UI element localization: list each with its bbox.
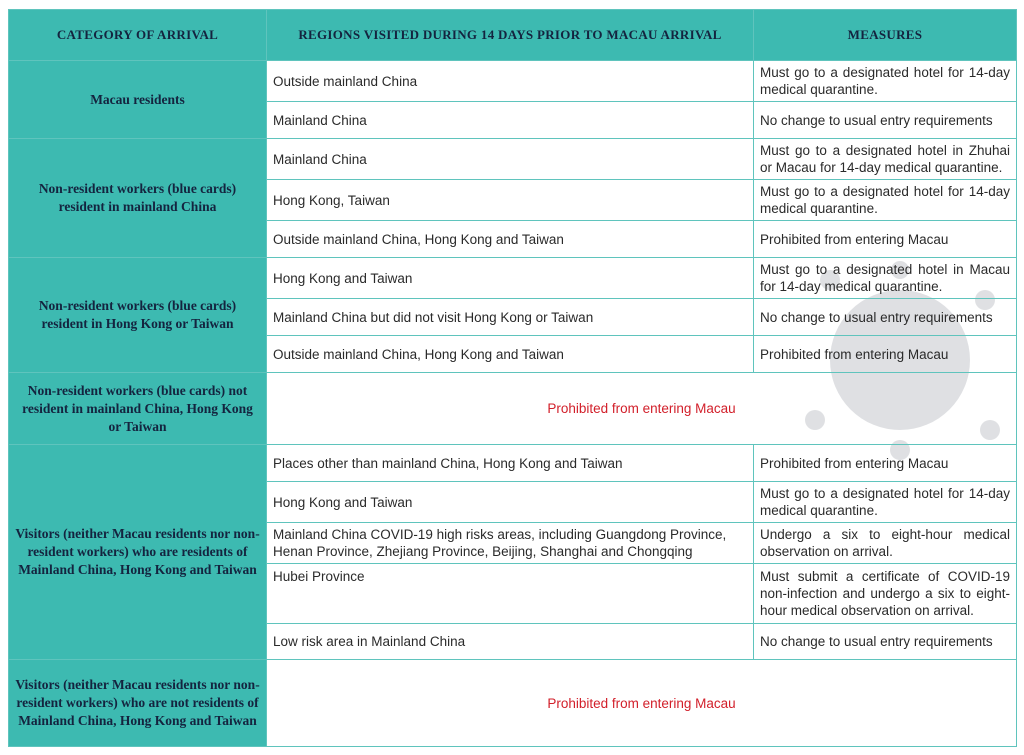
region-cell: Outside mainland China [267,61,754,102]
table-row [9,258,1017,299]
region-cell: Hong Kong and Taiwan [267,258,754,299]
header-row [9,10,1017,61]
measure-cell: No change to usual entry requirements [754,624,1017,660]
region-cell: Mainland China but did not visit Hong Kong or Taiwan [267,299,754,336]
region-cell: Hubei Province [267,564,754,624]
table-row [9,373,1017,445]
table-row [9,660,1017,747]
table-row [9,61,1017,102]
measure-cell: No change to usual entry requirements [754,299,1017,336]
region-cell: Places other than mainland China, Hong Kong and Taiwan [267,445,754,482]
measure-cell: Must go to a designated hotel in Macau for 14-day medical quarantine. [754,258,1017,299]
table-row [9,445,1017,482]
measure-cell: Must go to a designated hotel in Zhuhai or Macau for 14-day medical quarantine. [754,139,1017,180]
header-measures: MEASURES [754,10,1017,61]
prohibited-measure-cell: Prohibited from entering Macau [754,445,1017,482]
category-cell: Macau residents [9,61,267,139]
category-cell: Non-resident workers (blue cards) resident in Hong Kong or Taiwan [9,258,267,373]
region-cell: Mainland China [267,102,754,139]
region-cell: Hong Kong and Taiwan [267,482,754,523]
measure-cell: No change to usual entry requirements [754,102,1017,139]
category-cell: Non-resident workers (blue cards) not resident in mainland China, Hong Kong or Taiwan [9,373,267,445]
region-cell: Mainland China [267,139,754,180]
table-row [9,139,1017,180]
header-regions: REGIONS VISITED DURING 14 DAYS PRIOR TO MACAU ARRIVAL [267,10,754,61]
region-cell: Hong Kong, Taiwan [267,180,754,221]
category-cell: Visitors (neither Macau residents nor non-resident workers) who are not residents of Mainland China, Hong Kong and Taiwan [9,660,267,747]
region-cell: Outside mainland China, Hong Kong and Taiwan [267,336,754,373]
category-cell: Non-resident workers (blue cards) resident in mainland China [9,139,267,258]
entry-measures-table [8,9,1017,747]
prohibited-measure-cell: Prohibited from entering Macau [754,221,1017,258]
measure-cell: Must submit a certificate of COVID-19 non-infection and undergo a six to eight-hour medical observation on arrival. [754,564,1017,624]
region-cell: Mainland China COVID-19 high risks areas, including Guangdong Province, Henan Province, Zhejiang Province, Beijing, Shanghai and Chongqing [267,523,754,564]
measure-cell: Must go to a designated hotel for 14-day medical quarantine. [754,61,1017,102]
category-cell: Visitors (neither Macau residents nor non-resident workers) who are residents of Mainland China, Hong Kong and Taiwan [9,445,267,660]
prohibited-measure-cell: Prohibited from entering Macau [754,336,1017,373]
prohibited-measure-cell: Prohibited from entering Macau [267,660,1017,747]
measure-cell: Must go to a designated hotel for 14-day medical quarantine. [754,180,1017,221]
prohibited-measure-cell: Prohibited from entering Macau [267,373,1017,445]
measure-cell: Undergo a six to eight-hour medical observation on arrival. [754,523,1017,564]
header-category: CATEGORY OF ARRIVAL [9,10,267,61]
measure-cell: Must go to a designated hotel for 14-day medical quarantine. [754,482,1017,523]
region-cell: Outside mainland China, Hong Kong and Taiwan [267,221,754,258]
region-cell: Low risk area in Mainland China [267,624,754,660]
